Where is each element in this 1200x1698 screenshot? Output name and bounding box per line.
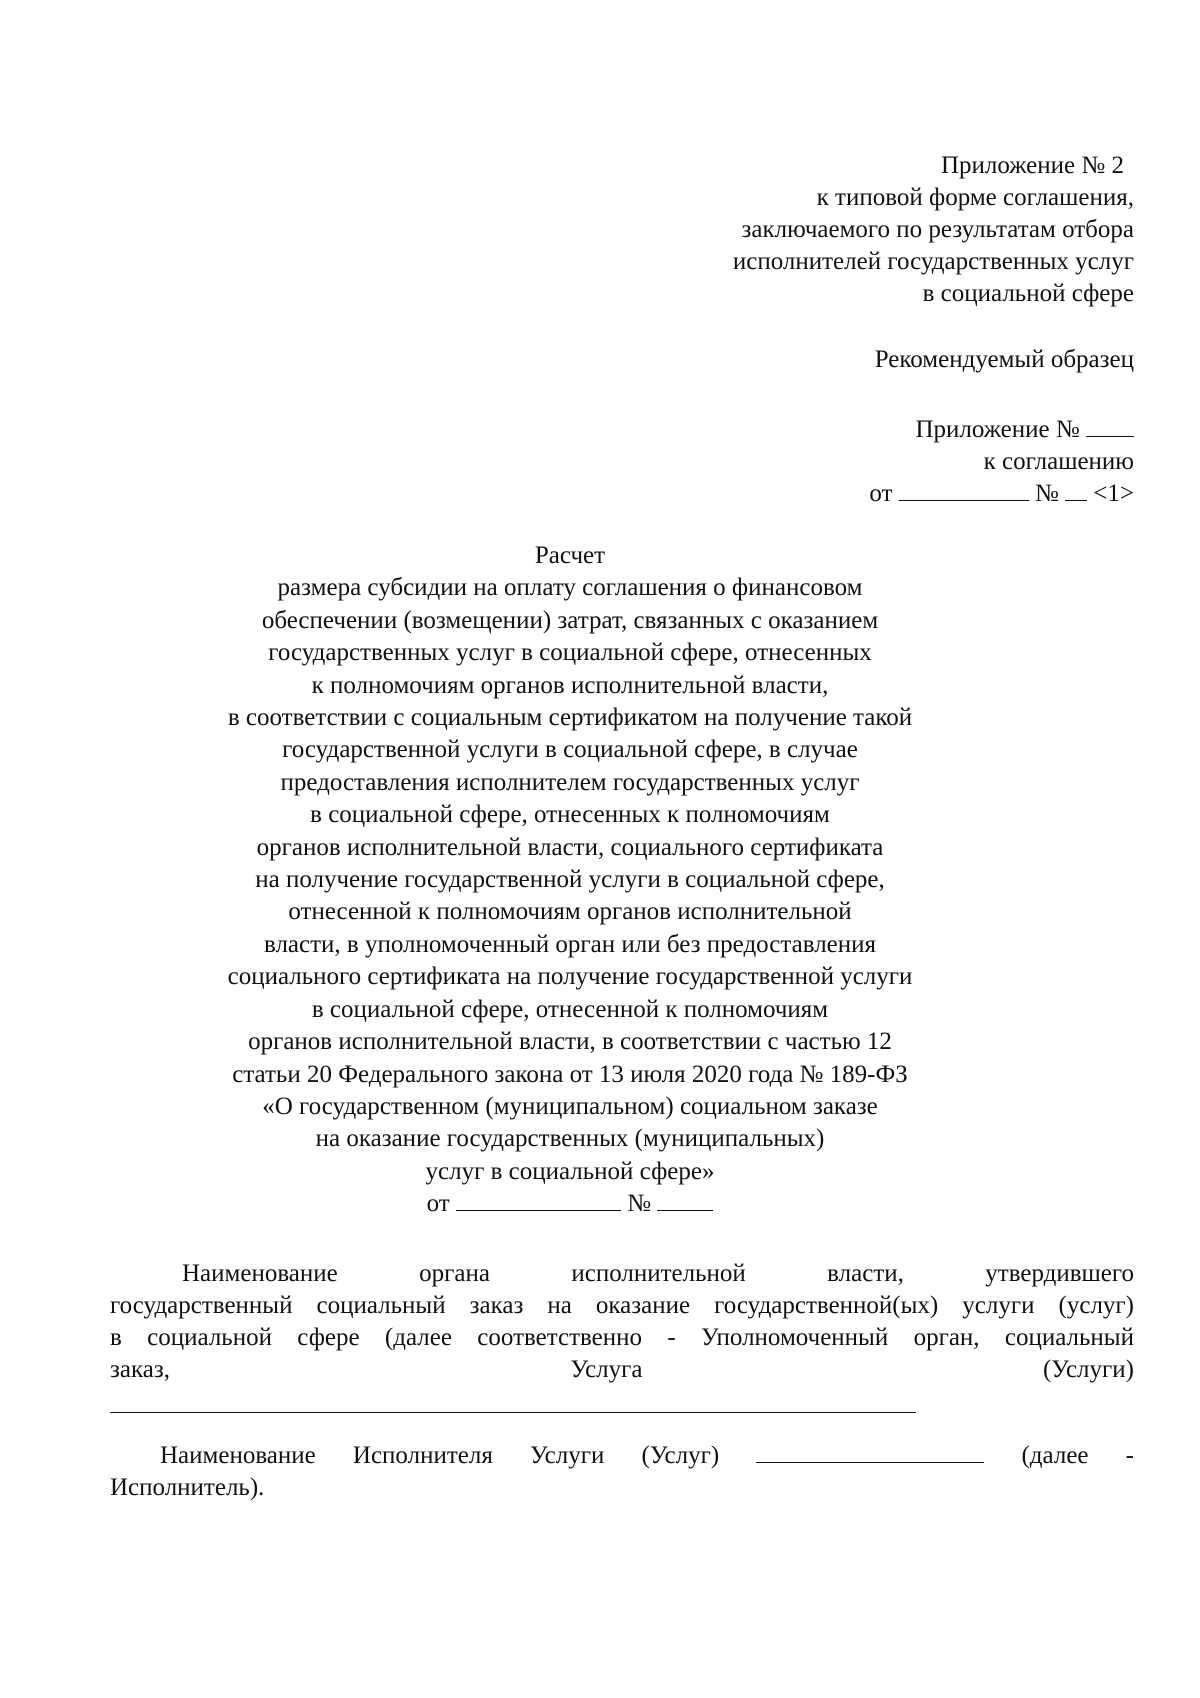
word: заказ, <box>110 1356 170 1383</box>
word: Услуга <box>570 1356 643 1383</box>
title-line: услуг в социальной сфере» <box>425 1157 715 1185</box>
word: - <box>1125 1442 1134 1469</box>
approval-line-3: заключаемого по результатам отбора <box>741 216 1134 243</box>
annex-line-3 <box>869 478 1134 510</box>
title-line: «О государственном (муниципальном) социальном заказе <box>262 1092 878 1120</box>
annex-date-blank <box>899 478 1029 501</box>
title-no-blank <box>657 1188 713 1211</box>
annex-from-label: от <box>869 480 893 507</box>
annex-footnote: <1> <box>1093 480 1134 507</box>
word: Исполнителя <box>352 1442 493 1469</box>
title-date-blank <box>456 1188 621 1211</box>
word: (Услуги) <box>1042 1356 1134 1383</box>
authority-name-blank-line <box>110 1412 916 1413</box>
approval-header <box>733 150 1134 310</box>
authority-line-1 <box>110 1258 1134 1290</box>
word: Наименование <box>160 1442 316 1469</box>
title-line: государственной услуги в социальной сфере, в случае <box>282 736 858 764</box>
title-line: государственных услуг в социальной сфере, отнесенных <box>268 639 872 667</box>
annex-number-blank <box>1086 414 1134 437</box>
annex-line-1 <box>869 414 1134 446</box>
title-line: отнесенной к полномочиям органов исполнительной <box>288 898 852 926</box>
executor-name-blank <box>756 1440 984 1463</box>
title-line: органов исполнительной власти, в соответствии с частью 12 <box>248 1028 892 1056</box>
approval-line-1: Приложение № 2 <box>940 152 1124 179</box>
title-line: предоставления исполнителем государственных услуг <box>280 768 860 796</box>
title-line: к полномочиям органов исполнительной власти, <box>311 671 829 699</box>
title-line: органов исполнительной власти, социального сертификата <box>256 833 884 861</box>
title-line: на оказание государственных (муниципальных) <box>315 1125 825 1153</box>
word: исполнительной <box>571 1260 746 1287</box>
approval-line-2: к типовой форме соглашения, <box>816 184 1134 211</box>
executor-line-2: Исполнитель). <box>110 1474 265 1501</box>
authority-line-2: государственный социальный заказ на оказание государственной(ых) услуги (услуг) <box>110 1292 1134 1319</box>
word: (Услуг) <box>641 1442 720 1469</box>
title-line: в социальной сфере, отнесенной к полномочиям <box>311 995 829 1023</box>
title-line: в соответствии с социальным сертификатом на получение такой <box>227 704 913 732</box>
title-line: статьи 20 Федерального закона от 13 июля 2020 года № 189-ФЗ <box>232 1060 908 1088</box>
word: Услуги <box>529 1442 605 1469</box>
executor-line-1 <box>110 1440 1134 1472</box>
annex-no-label: № <box>1034 480 1059 507</box>
executor-paragraph <box>110 1440 1134 1504</box>
title-line: социального сертификата на получение государственной услуги <box>227 963 913 991</box>
approval-line-5: в социальной сфере <box>922 280 1134 307</box>
authority-line-4 <box>110 1354 1134 1386</box>
title-line: обеспечении (возмещении) затрат, связанных с оказанием <box>261 606 879 634</box>
title-line: власти, в уполномоченный орган или без предоставления <box>263 930 877 958</box>
word: Наименование <box>182 1260 338 1287</box>
word: власти, <box>827 1260 904 1287</box>
title-date-line <box>175 1188 965 1220</box>
title-no-label: № <box>627 1190 652 1218</box>
word: (далее <box>1021 1442 1089 1469</box>
annex-header <box>869 414 1134 510</box>
word: органа <box>419 1260 490 1287</box>
title-from-label: от <box>426 1190 450 1218</box>
title-line: на получение государственной услуги в социальной сфере, <box>255 866 885 894</box>
document-title <box>175 540 965 1221</box>
title-heading: Расчет <box>534 542 606 569</box>
annex-no-blank <box>1065 478 1087 501</box>
annex-line-2: к соглашению <box>983 448 1134 475</box>
word: утвердившего <box>985 1260 1134 1287</box>
authority-line-3: в социальной сфере (далее соответственно - Уполномоченный орган, социальный <box>110 1324 1134 1351</box>
title-line: в социальной сфере, отнесенных к полномочиям <box>310 801 830 829</box>
approval-line-4: исполнителей государственных услуг <box>732 248 1134 275</box>
title-line: размера субсидии на оплату соглашения о финансовом <box>277 574 863 602</box>
authority-paragraph <box>110 1258 1134 1386</box>
annex-number-label: Приложение № <box>915 416 1080 443</box>
sample-label: Рекомендуемый образец <box>874 346 1134 373</box>
